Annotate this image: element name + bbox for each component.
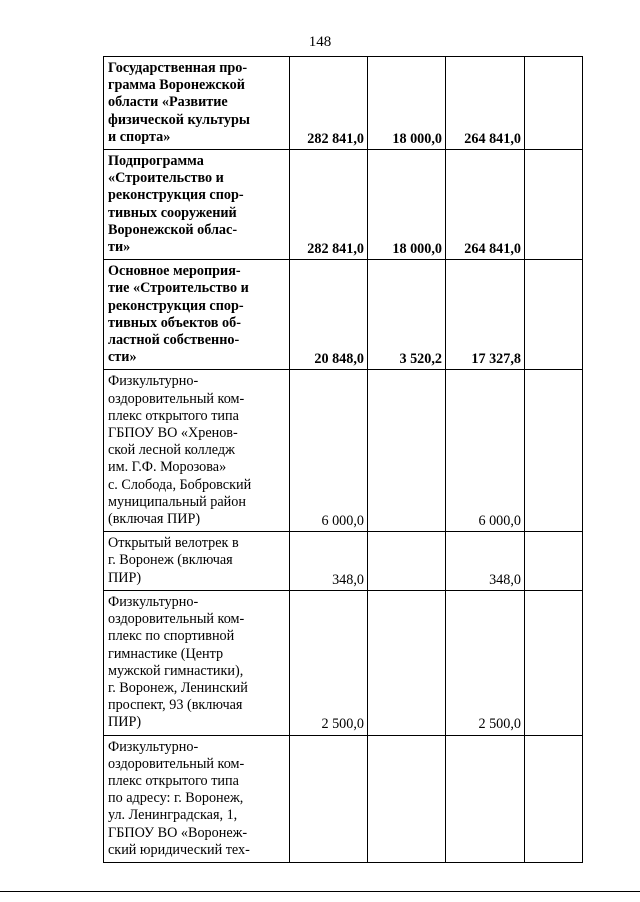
row-name-line: ский юридический тех- bbox=[108, 841, 250, 858]
row-name-line: Подпрограмма bbox=[108, 153, 204, 170]
row-name-line: ти» bbox=[108, 239, 131, 256]
row-name-line: области «Развитие bbox=[108, 94, 228, 111]
value-cell-col-3: 17 327,8 bbox=[446, 260, 525, 370]
value-cell-col-2: 3 520,2 bbox=[368, 260, 446, 370]
row-name-line: г. Воронеж (включая bbox=[108, 552, 233, 569]
row-name-line: сти» bbox=[108, 349, 137, 366]
row-name-line: г. Воронеж, Ленинский bbox=[108, 679, 248, 696]
row-name-line: реконструкция спор- bbox=[108, 297, 244, 314]
value-cell-col-3: 264 841,0 bbox=[446, 150, 525, 260]
row-name-line: Физкультурно- bbox=[108, 593, 199, 610]
value-cell-col-1: 6 000,0 bbox=[290, 370, 368, 532]
row-name-line: муниципальный район bbox=[108, 493, 246, 510]
row-name-cell bbox=[104, 532, 290, 591]
value-cell-col-1: 20 848,0 bbox=[290, 260, 368, 370]
table-row bbox=[104, 150, 583, 260]
row-name-line: ластной собственно- bbox=[108, 332, 240, 349]
value-cell-col-4 bbox=[525, 260, 583, 370]
row-name-cell bbox=[104, 735, 290, 862]
value-cell-col-1: 2 500,0 bbox=[290, 590, 368, 735]
row-name-line: тивных объектов об- bbox=[108, 314, 241, 331]
row-name-line: ской лесной колледж bbox=[108, 442, 235, 459]
value-cell-col-1 bbox=[290, 735, 368, 862]
row-name-line: проспект, 93 (включая bbox=[108, 697, 243, 714]
page-number: 148 bbox=[308, 34, 332, 50]
row-name-line: ПИР) bbox=[108, 569, 142, 586]
row-name-line: физической культуры bbox=[108, 111, 250, 128]
value-cell-col-4 bbox=[525, 150, 583, 260]
value-cell-col-4 bbox=[525, 370, 583, 532]
row-name-line: грамма Воронежской bbox=[108, 77, 245, 94]
value-cell-col-2 bbox=[368, 735, 446, 862]
value-cell-col-2 bbox=[368, 532, 446, 591]
row-name-line: плекс по спортивной bbox=[108, 628, 235, 645]
value-cell-col-3 bbox=[446, 735, 525, 862]
value-cell-col-1: 282 841,0 bbox=[290, 57, 368, 150]
value-cell-col-3: 348,0 bbox=[446, 532, 525, 591]
row-name-line: Воронежской облас- bbox=[108, 221, 238, 238]
row-name-line: плекс открытого типа bbox=[108, 772, 239, 789]
row-name-line: Физкультурно- bbox=[108, 373, 199, 390]
value-cell-col-2 bbox=[368, 590, 446, 735]
bottom-rule bbox=[0, 891, 640, 892]
row-name-cell bbox=[104, 590, 290, 735]
table-row bbox=[104, 370, 583, 532]
row-name-cell bbox=[104, 370, 290, 532]
value-cell-col-4 bbox=[525, 735, 583, 862]
row-name-line: с. Слобода, Бобровский bbox=[108, 476, 252, 493]
row-name-line: Основное мероприя- bbox=[108, 263, 241, 280]
value-cell-col-3: 6 000,0 bbox=[446, 370, 525, 532]
table-row bbox=[104, 532, 583, 591]
row-name-line: реконструкция спор- bbox=[108, 187, 244, 204]
budget-table bbox=[103, 56, 583, 863]
table-row bbox=[104, 57, 583, 150]
value-cell-col-2: 18 000,0 bbox=[368, 150, 446, 260]
row-name-line: ГБПОУ ВО «Воронеж- bbox=[108, 824, 248, 841]
row-name-line: Открытый велотрек в bbox=[108, 535, 239, 552]
row-name-line: гимнастике (Центр bbox=[108, 645, 224, 662]
row-name-line: ул. Ленинградская, 1, bbox=[108, 807, 238, 824]
row-name-cell bbox=[104, 260, 290, 370]
row-name-line: «Строительство и bbox=[108, 170, 224, 187]
row-name-line: и спорта» bbox=[108, 128, 171, 145]
value-cell-col-2 bbox=[368, 370, 446, 532]
row-name-line: оздоровительный ком- bbox=[108, 755, 245, 772]
row-name-line: оздоровительный ком- bbox=[108, 611, 245, 628]
value-cell-col-4 bbox=[525, 532, 583, 591]
row-name-line: (включая ПИР) bbox=[108, 511, 201, 528]
table-row bbox=[104, 260, 583, 370]
row-name-line: им. Г.Ф. Морозова» bbox=[108, 459, 227, 476]
table-row bbox=[104, 735, 583, 862]
value-cell-col-1: 282 841,0 bbox=[290, 150, 368, 260]
row-name-line: тие «Строительство и bbox=[108, 280, 249, 297]
budget-table-body bbox=[104, 57, 583, 863]
value-cell-col-2: 18 000,0 bbox=[368, 57, 446, 150]
row-name-line: ГБПОУ ВО «Хренов- bbox=[108, 425, 238, 442]
value-cell-col-4 bbox=[525, 590, 583, 735]
value-cell-col-4 bbox=[525, 57, 583, 150]
row-name-line: по адресу: г. Воронеж, bbox=[108, 790, 244, 807]
row-name-line: Государственная про- bbox=[108, 60, 248, 76]
row-name-line: Физкультурно- bbox=[108, 738, 199, 755]
row-name-line: плекс открытого типа bbox=[108, 407, 239, 424]
value-cell-col-3: 264 841,0 bbox=[446, 57, 525, 150]
table-row bbox=[104, 590, 583, 735]
value-cell-col-3: 2 500,0 bbox=[446, 590, 525, 735]
row-name-line: оздоровительный ком- bbox=[108, 390, 245, 407]
row-name-cell bbox=[104, 150, 290, 260]
row-name-line: тивных сооружений bbox=[108, 204, 237, 221]
row-name-line: мужской гимнастики), bbox=[108, 662, 244, 679]
row-name-cell bbox=[104, 57, 290, 150]
row-name-line: ПИР) bbox=[108, 714, 142, 731]
value-cell-col-1: 348,0 bbox=[290, 532, 368, 591]
